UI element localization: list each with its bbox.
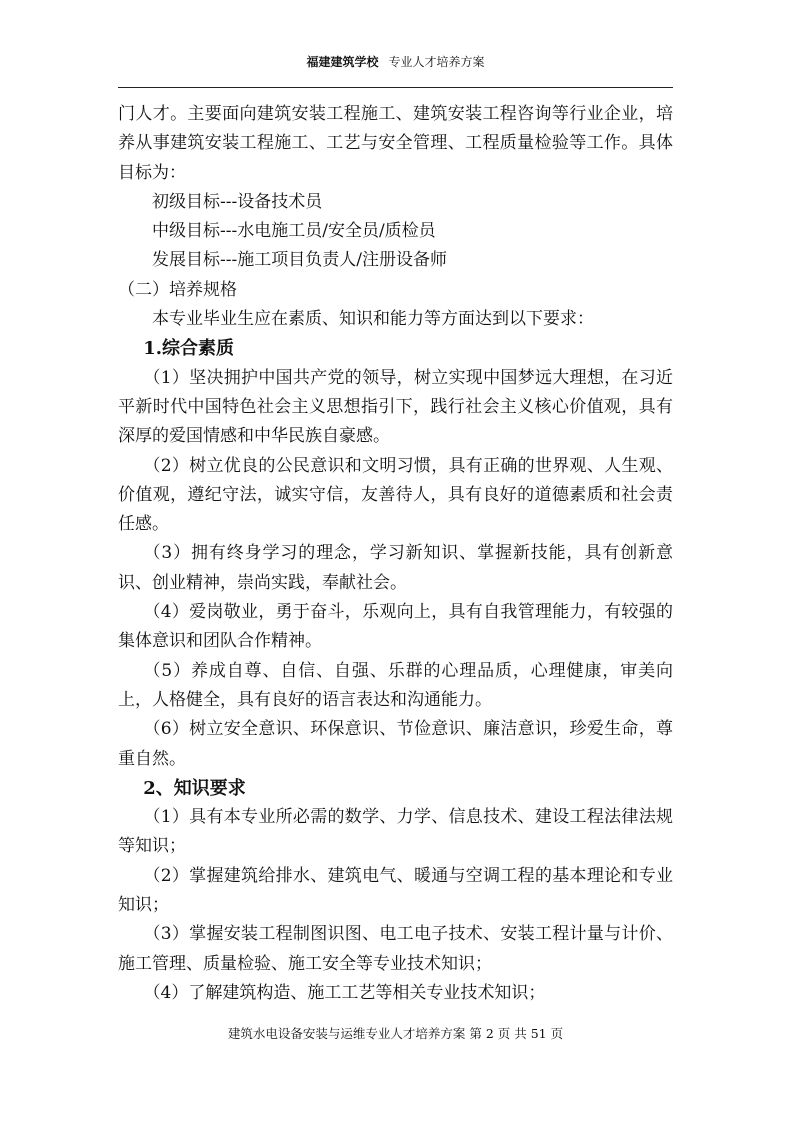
- page-content: [118, 100, 673, 1008]
- quality-item-5: （5）养成自尊、自信、自强、乐群的心理品质，心理健康，审美向上，人格健全，具有良好的语言表达和沟通能力。: [118, 660, 673, 710]
- target-junior: 初级目标---设备技术员: [152, 191, 323, 212]
- subheading-knowledge: 2、知识要求: [143, 777, 246, 799]
- knowledge-item-1: （1）具有本专业所必需的数学、力学、信息技术、建设工程法律法规等知识；: [118, 807, 673, 857]
- header-rule: [118, 87, 673, 88]
- knowledge-item-4: （4）了解建筑构造、施工工艺等相关专业技术知识；: [143, 982, 546, 1003]
- target-development: 发展目标---施工项目负责人/注册设备师: [152, 250, 447, 271]
- knowledge-item-2: （2）掌握建筑给排水、建筑电气、暖通与空调工程的基本理论和专业知识；: [118, 865, 673, 916]
- page-footer: 建筑水电设备安装与运维专业人才培养方案 第 2 页 共 51 页: [227, 1026, 564, 1041]
- document-name: 专业人才培养方案: [388, 55, 485, 69]
- knowledge-item-3: （3）掌握安装工程制图识图、电工电子技术、安装工程计量与计价、施工管理、质量检验、施工安全等专业技术知识；: [118, 924, 673, 974]
- quality-item-6: （6）树立安全意识、环保意识、节俭意识、廉洁意识，珍爱生命，尊重自然。: [118, 719, 673, 769]
- school-name: 福建建筑学校: [306, 55, 379, 69]
- specs-intro: 本专业毕业生应在素质、知识和能力等方面达到以下要求：: [152, 309, 594, 330]
- target-intermediate: 中级目标---水电施工员/安全员/质检员: [152, 221, 436, 242]
- quality-item-2: （2）树立优良的公民意识和文明习惯，具有正确的世界观、人生观、价值观，遵纪守法，诚实守信，友善待人，具有良好的道德素质和社会责任感。: [118, 455, 673, 535]
- page-header: [118, 52, 673, 72]
- section-heading-specs: （二）培养规格: [118, 279, 237, 300]
- quality-item-3: （3）拥有终身学习的理念，学习新知识、掌握新技能，具有创新意识、创业精神，崇尚实践，奉献社会。: [118, 543, 673, 593]
- subheading-quality: 1.综合素质: [143, 338, 234, 360]
- continued-paragraph: 门人才。主要面向建筑安装工程施工、建筑安装工程咨询等行业企业，培养从事建筑安装工程施工、工艺与安全管理、工程质量检验等工作。具体目标为：: [118, 104, 673, 183]
- quality-item-1: （1）坚决拥护中国共产党的领导，树立实现中国梦远大理想，在习近平新时代中国特色社会主义思想指引下，践行社会主义核心价值观，具有深厚的爱国情感和中华民族自豪感。: [118, 367, 673, 447]
- quality-item-4: （4）爱岗敬业，勇于奋斗，乐观向上，具有自我管理能力，有较强的集体意识和团队合作精神。: [118, 602, 673, 652]
